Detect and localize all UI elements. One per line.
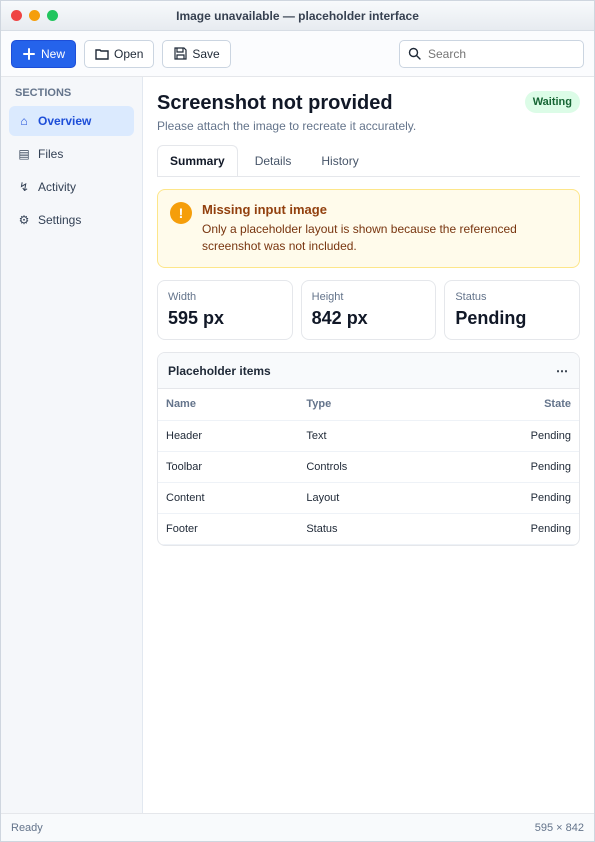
- placeholder-table: [158, 389, 579, 545]
- table-header-name: Name: [158, 389, 298, 420]
- page-subtitle: Please attach the image to recreate it accurately.: [157, 119, 417, 133]
- tab-details[interactable]: Details: [254, 154, 292, 168]
- summary-value: 842 px: [311, 308, 368, 328]
- table-row[interactable]: [158, 451, 579, 482]
- sidebar-item-label: Activity: [38, 180, 77, 194]
- save-icon-svg: [174, 47, 187, 60]
- notice-content: [202, 202, 567, 255]
- new-button[interactable]: [11, 40, 76, 68]
- table-cell-name: Header: [158, 420, 298, 451]
- open-button-label: Open: [114, 46, 144, 61]
- file-icon: ▤: [18, 147, 30, 161]
- minimize-window-button[interactable]: [29, 10, 40, 21]
- page-title: Screenshot not provided: [157, 92, 393, 114]
- table-row[interactable]: [158, 482, 579, 513]
- page-header: [157, 91, 580, 133]
- workspace: [1, 77, 594, 813]
- table-row[interactable]: [158, 420, 579, 451]
- plus-icon: [22, 47, 36, 61]
- folder-icon: [95, 47, 109, 61]
- summary-label: Height: [311, 291, 344, 303]
- table-cell-name: Content: [158, 482, 298, 513]
- summary-value: Pending: [455, 308, 527, 328]
- sidebar-item-activity[interactable]: [9, 172, 134, 202]
- statusbar-left-text: Ready: [11, 821, 43, 834]
- table-cell-name: Toolbar: [158, 451, 298, 482]
- more-options-icon[interactable]: ⋯: [556, 363, 568, 378]
- notice-title: Missing input image: [202, 202, 327, 217]
- sidebar-item-files[interactable]: [9, 139, 134, 169]
- open-button[interactable]: [84, 40, 154, 68]
- tab-list: [157, 145, 580, 177]
- table-panel-header: [158, 353, 579, 389]
- summary-grid: [157, 280, 580, 340]
- sidebar-item-overview[interactable]: [9, 106, 134, 136]
- table-cell-type: Text: [298, 420, 438, 451]
- summary-card-status: [444, 280, 580, 340]
- window-controls: [11, 10, 58, 21]
- search-icon: [407, 47, 421, 61]
- summary-card-height: [301, 280, 437, 340]
- plus-icon-svg: [23, 48, 35, 60]
- titlebar: [1, 1, 594, 31]
- new-button-label: New: [41, 46, 66, 61]
- table-cell-type: Layout: [298, 482, 438, 513]
- table-cell-state: Pending: [439, 482, 579, 513]
- search-input[interactable]: [426, 46, 576, 62]
- table-cell-state: Pending: [439, 420, 579, 451]
- table-header-state: State: [439, 389, 579, 420]
- save-button[interactable]: [162, 40, 230, 68]
- search-box[interactable]: [399, 40, 584, 68]
- table-cell-type: Controls: [298, 451, 438, 482]
- summary-value: 595 px: [168, 308, 225, 328]
- sidebar-item-settings[interactable]: [9, 205, 134, 235]
- sidebar-item-label: Settings: [38, 213, 82, 227]
- save-button-label: Save: [192, 46, 220, 61]
- tab-summary[interactable]: Summary: [157, 145, 238, 176]
- home-icon: ⌂: [20, 114, 28, 128]
- tab-history[interactable]: History: [321, 154, 359, 168]
- table-header-type: Type: [298, 389, 438, 420]
- maximize-window-button[interactable]: [47, 10, 58, 21]
- activity-icon: ↯: [18, 180, 30, 194]
- summary-card-width: [157, 280, 293, 340]
- statusbar: [1, 813, 594, 841]
- status-badge: Waiting: [525, 91, 580, 113]
- summary-label: Status: [455, 291, 487, 303]
- notice-text: Only a placeholder layout is shown because the referenced screenshot was not included.: [202, 222, 517, 253]
- folder-icon-svg: [95, 48, 109, 60]
- main-content: [143, 77, 594, 813]
- table-head: [158, 389, 579, 420]
- table-cell-type: Status: [298, 513, 438, 544]
- save-icon: [173, 47, 187, 61]
- table-body: [158, 420, 579, 544]
- table-title: Placeholder items: [168, 363, 271, 378]
- sidebar: [1, 77, 143, 813]
- sidebar-item-label: Overview: [38, 114, 92, 128]
- table-cell-state: Pending: [439, 451, 579, 482]
- warning-icon: !: [170, 202, 192, 224]
- sidebar-item-label: Files: [38, 147, 64, 161]
- toolbar: [1, 31, 594, 77]
- summary-label: Width: [168, 291, 197, 303]
- table-header-row: [158, 389, 579, 420]
- page-heading-group: [157, 91, 416, 133]
- sidebar-heading: SECTIONS: [15, 87, 72, 99]
- gear-icon: ⚙: [18, 213, 30, 227]
- table-row[interactable]: [158, 513, 579, 544]
- table-cell-name: Footer: [158, 513, 298, 544]
- placeholder-table-panel: [157, 352, 580, 546]
- statusbar-right-text: 595 × 842: [534, 821, 584, 834]
- close-window-button[interactable]: [11, 10, 22, 21]
- search-icon-svg: [408, 47, 421, 60]
- table-cell-state: Pending: [439, 513, 579, 544]
- window-title: Image unavailable — placeholder interface: [176, 8, 419, 23]
- missing-image-notice: [157, 189, 580, 268]
